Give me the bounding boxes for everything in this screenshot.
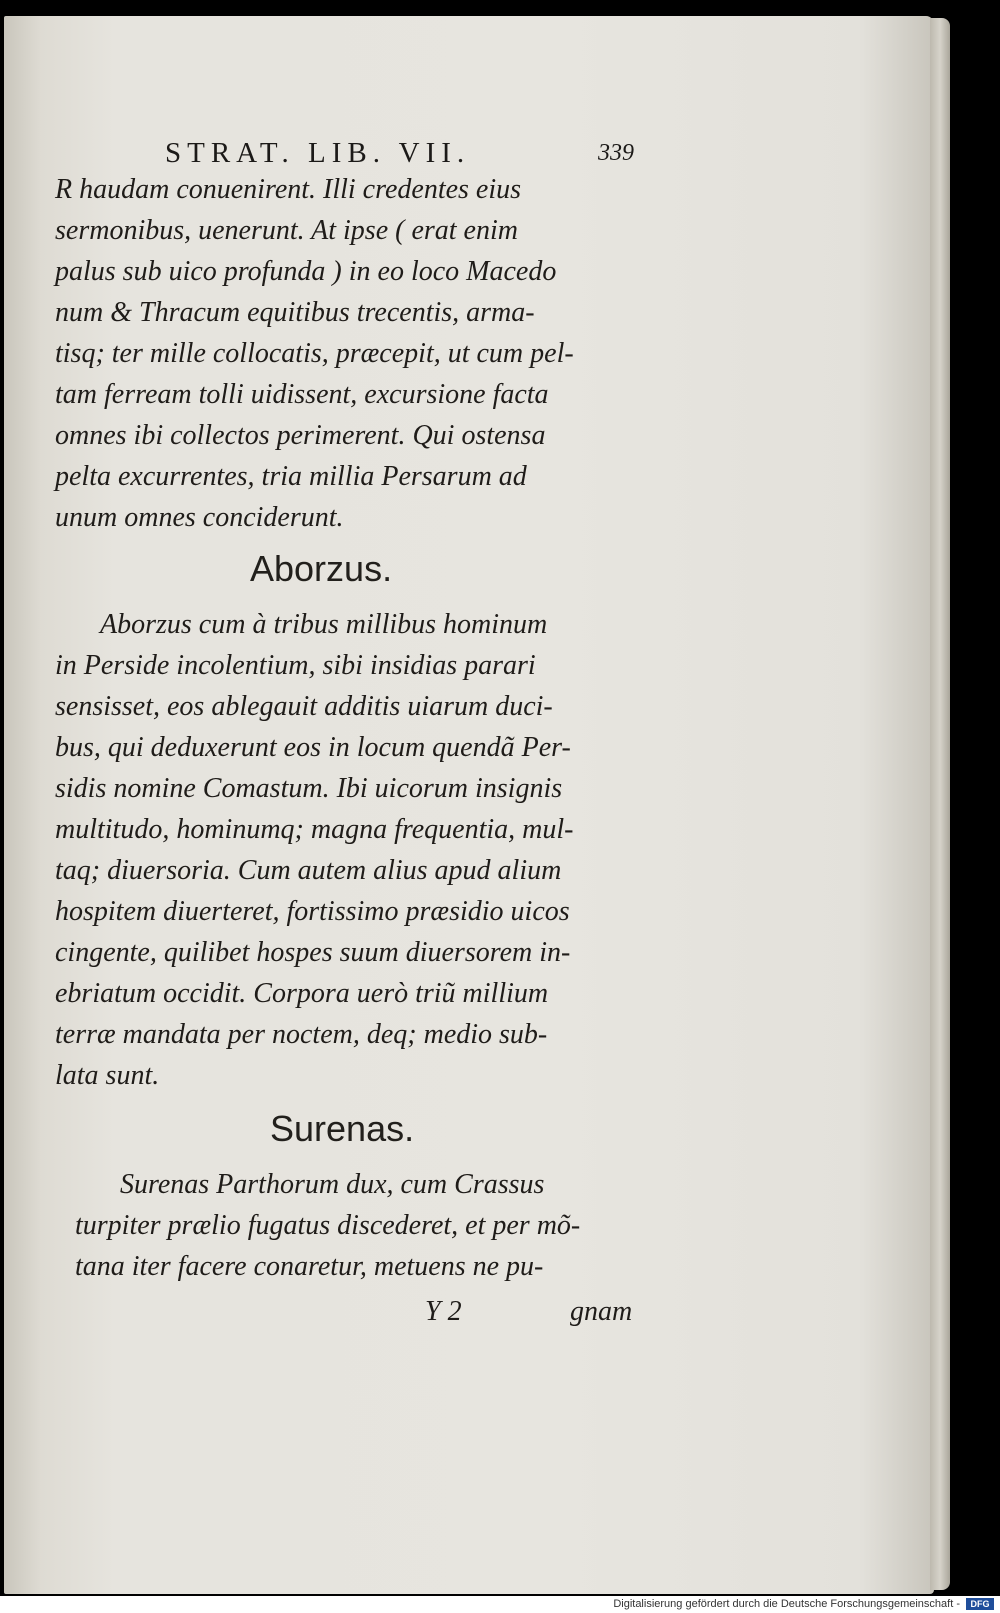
text-line: taq; diuersoria. Cum autem alius apud alium bbox=[55, 855, 562, 886]
text-line: hospitem diuerteret, fortissimo præsidio uicos bbox=[55, 896, 570, 927]
folio-number: 339 bbox=[598, 140, 634, 166]
section-heading-aborzus: Aborzus. bbox=[250, 548, 393, 589]
running-head: STRAT. LIB. VII. bbox=[165, 137, 471, 169]
text-line: sensisset, eos ablegauit additis uiarum duci- bbox=[55, 691, 553, 722]
text-line: sermonibus, uenerunt. At ipse ( erat enim bbox=[55, 215, 518, 246]
text-line: multitudo, hominumq; magna frequentia, mul- bbox=[55, 814, 574, 845]
text-line: ebriatum occidit. Corpora uerò triũ millium bbox=[55, 978, 549, 1009]
text-line: num & Thracum equitibus trecentis, arma- bbox=[55, 297, 535, 328]
text-line: tisq; ter mille collocatis, præcepit, ut cum pel- bbox=[55, 338, 574, 369]
text-line: Aborzus cum à tribus millibus hominum bbox=[100, 609, 548, 640]
text-line: omnes ibi collectos perimerent. Qui ostensa bbox=[55, 420, 546, 451]
section-heading-surenas: Surenas. bbox=[270, 1108, 415, 1149]
text-line: unum omnes conciderunt. bbox=[55, 502, 344, 533]
text-line: terræ mandata per noctem, deq; medio sub- bbox=[55, 1019, 548, 1050]
text-line: palus sub uico profunda ) in eo loco Macedo bbox=[55, 256, 557, 287]
text-line: in Perside incolentium, sibi insidias parari bbox=[55, 650, 536, 681]
text-line: turpiter prælio fugatus discederet, et per mõ- bbox=[75, 1210, 581, 1241]
text-line: cingente, quilibet hospes suum diuersorem in- bbox=[55, 937, 571, 968]
text-line: lata sunt. bbox=[55, 1060, 160, 1091]
catchword: gnam bbox=[570, 1296, 633, 1327]
text-line: tana iter facere conaretur, metuens ne pu- bbox=[75, 1251, 544, 1282]
page-edge bbox=[930, 18, 950, 1590]
text-line: sidis nomine Comastum. Ibi uicorum insignis bbox=[55, 773, 563, 804]
footer-bar bbox=[0, 1596, 1000, 1613]
text-line: tam ferream tolli uidissent, excursione facta bbox=[55, 379, 549, 410]
signature-mark: Y 2 bbox=[425, 1296, 462, 1327]
dfg-logo-icon: DFG bbox=[966, 1598, 994, 1610]
text-line: pelta excurrentes, tria millia Persarum ad bbox=[55, 461, 527, 492]
text-line: R haudam conuenirent. Illi credentes eius bbox=[55, 174, 522, 205]
text-line: Surenas Parthorum dux, cum Crassus bbox=[120, 1169, 545, 1200]
text-line: bus, qui deduxerunt eos in locum quendã Per- bbox=[55, 732, 571, 763]
funding-credit: Digitalisierung gefördert durch die Deutsche Forschungsgemeinschaft - bbox=[613, 1598, 960, 1610]
